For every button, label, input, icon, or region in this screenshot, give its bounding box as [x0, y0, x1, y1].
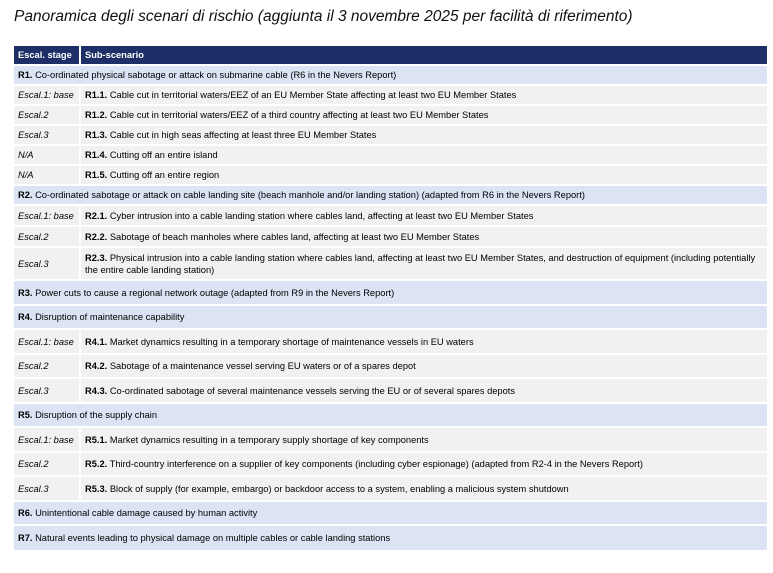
page-title: Panoramica degli scenari di rischio (aggiunta il 3 novembre 2025 per facilità di riferimento)	[14, 8, 633, 25]
sub-scenario-text: Cutting off an entire region	[109, 170, 220, 180]
sub-scenario-code: R5.3.	[85, 483, 108, 494]
escalation-stage-cell: N/A	[14, 165, 80, 185]
scenario-text: Co-ordinated physical sabotage or attack on submarine cable (R6 in the Nevers Report)	[35, 70, 397, 80]
scenario-cell	[14, 403, 767, 427]
scenario-group-row	[14, 501, 767, 525]
sub-scenario-cell	[80, 354, 767, 378]
sub-scenario-row	[14, 329, 767, 354]
scenario-cell	[14, 305, 767, 329]
sub-scenario-row	[14, 354, 767, 378]
scenario-group-row	[14, 305, 767, 329]
column-header-escal-stage: Escal. stage	[14, 46, 80, 65]
sub-scenario-cell	[80, 145, 767, 165]
scenario-text: Disruption of the supply chain	[35, 410, 158, 420]
sub-scenario-cell	[80, 205, 767, 226]
sub-scenario-code: R1.4.	[85, 150, 108, 160]
sub-scenario-row	[14, 105, 767, 125]
sub-scenario-text: Cyber intrusion into a cable landing station where cables land, affecting at least two EU Member States	[109, 210, 534, 221]
scenario-cell	[14, 185, 767, 205]
escalation-stage-cell: Escal.3	[14, 378, 80, 403]
sub-scenario-row	[14, 165, 767, 185]
sub-scenario-code: R1.1.	[85, 90, 108, 100]
escalation-stage-cell: Escal.1: base	[14, 85, 80, 105]
sub-scenario-code: R5.1.	[85, 434, 108, 445]
table-body	[14, 65, 767, 550]
escalation-stage-cell: Escal.1: base	[14, 329, 80, 354]
sub-scenario-cell	[80, 427, 767, 452]
sub-scenario-text: Block of supply (for example, embargo) or backdoor access to a system, enabling a malicious system shutdown	[109, 483, 569, 494]
sub-scenario-row	[14, 226, 767, 247]
sub-scenario-cell	[80, 452, 767, 476]
sub-scenario-code: R2.3.	[85, 252, 108, 263]
sub-scenario-cell	[80, 476, 767, 501]
scenario-group-row	[14, 65, 767, 85]
scenario-text: Unintentional cable damage caused by human activity	[35, 508, 258, 518]
escalation-stage-cell: Escal.3	[14, 247, 80, 280]
risk-scenarios-table	[14, 46, 767, 550]
escalation-stage-cell: Escal.2	[14, 354, 80, 378]
sub-scenario-text: Co-ordinated sabotage of several maintenance vessels serving the EU or of several spares depots	[109, 385, 515, 396]
sub-scenario-cell	[80, 105, 767, 125]
sub-scenario-row	[14, 427, 767, 452]
escalation-stage-cell: N/A	[14, 145, 80, 165]
sub-scenario-code: R2.2.	[85, 231, 108, 242]
sub-scenario-row	[14, 378, 767, 403]
escalation-stage-cell: Escal.2	[14, 105, 80, 125]
sub-scenario-code: R1.2.	[85, 110, 108, 120]
scenario-cell	[14, 280, 767, 305]
sub-scenario-cell	[80, 247, 767, 280]
sub-scenario-text: Cutting off an entire island	[109, 150, 218, 160]
sub-scenario-code: R1.5.	[85, 170, 108, 180]
sub-scenario-text: Cable cut in high seas affecting at least three EU Member States	[109, 130, 377, 140]
scenario-code: R2.	[18, 190, 33, 200]
sub-scenario-row	[14, 145, 767, 165]
scenario-group-row	[14, 280, 767, 305]
scenario-text: Co-ordinated sabotage or attack on cable landing site (beach manhole and/or landing station) (adapted from R6 in the Nevers Report)	[35, 190, 585, 200]
scenario-group-row	[14, 525, 767, 550]
escalation-stage-cell: Escal.2	[14, 452, 80, 476]
escalation-stage-cell: Escal.1: base	[14, 205, 80, 226]
scenario-code: R1.	[18, 70, 33, 80]
scenario-cell	[14, 501, 767, 525]
sub-scenario-cell	[80, 165, 767, 185]
sub-scenario-text: Cable cut in territorial waters/EEZ of a third country affecting at least two EU Member States	[109, 110, 489, 120]
sub-scenario-code: R2.1.	[85, 210, 108, 221]
sub-scenario-cell	[80, 226, 767, 247]
sub-scenario-text: Cable cut in territorial waters/EEZ of an EU Member State affecting at least two EU Member States	[109, 90, 517, 100]
sub-scenario-text: Sabotage of beach manholes where cables land, affecting at least two EU Member States	[109, 231, 480, 242]
sub-scenario-row	[14, 476, 767, 501]
sub-scenario-cell	[80, 85, 767, 105]
scenario-group-row	[14, 403, 767, 427]
escalation-stage-cell: Escal.3	[14, 476, 80, 501]
escalation-stage-cell: Escal.2	[14, 226, 80, 247]
sub-scenario-row	[14, 85, 767, 105]
sub-scenario-code: R4.1.	[85, 336, 108, 347]
scenario-cell	[14, 525, 767, 550]
sub-scenario-cell	[80, 125, 767, 145]
sub-scenario-code: R4.2.	[85, 361, 108, 371]
escalation-stage-cell: Escal.3	[14, 125, 80, 145]
scenario-code: R5.	[18, 410, 33, 420]
scenario-cell	[14, 65, 767, 85]
scenario-group-row	[14, 185, 767, 205]
sub-scenario-text: Third-country interference on a supplier of key components (including cyber espionage) (adapted from R2-4 in the Nevers Report)	[109, 459, 643, 469]
sub-scenario-code: R1.3.	[85, 130, 108, 140]
sub-scenario-row	[14, 247, 767, 280]
sub-scenario-cell	[80, 378, 767, 403]
scenario-code: R3.	[18, 287, 33, 298]
scenario-text: Natural events leading to physical damage on multiple cables or cable landing stations	[35, 533, 391, 543]
scenario-text: Power cuts to cause a regional network outage (adapted from R9 in the Nevers Report)	[35, 287, 395, 298]
sub-scenario-code: R5.2.	[85, 459, 108, 469]
sub-scenario-cell	[80, 329, 767, 354]
sub-scenario-text: Market dynamics resulting in a temporary shortage of maintenance vessels in EU waters	[109, 336, 474, 347]
escalation-stage-cell: Escal.1: base	[14, 427, 80, 452]
scenario-code: R4.	[18, 312, 33, 322]
sub-scenario-row	[14, 125, 767, 145]
column-header-sub-scenario: Sub-scenario	[80, 46, 767, 65]
sub-scenario-row	[14, 205, 767, 226]
table-header-row	[14, 46, 767, 65]
sub-scenario-text: Sabotage of a maintenance vessel serving EU waters or of a spares depot	[109, 361, 416, 371]
sub-scenario-code: R4.3.	[85, 385, 108, 396]
scenario-text: Disruption of maintenance capability	[35, 312, 185, 322]
sub-scenario-text: Market dynamics resulting in a temporary supply shortage of key components	[109, 434, 429, 445]
scenario-code: R7.	[18, 533, 33, 543]
sub-scenario-row	[14, 452, 767, 476]
sub-scenario-text: Physical intrusion into a cable landing station where cables land, affecting at least two EU Member States, and destruction of equipment (including potentially the entire cable landing station)	[85, 252, 756, 275]
scenario-code: R6.	[18, 508, 33, 518]
